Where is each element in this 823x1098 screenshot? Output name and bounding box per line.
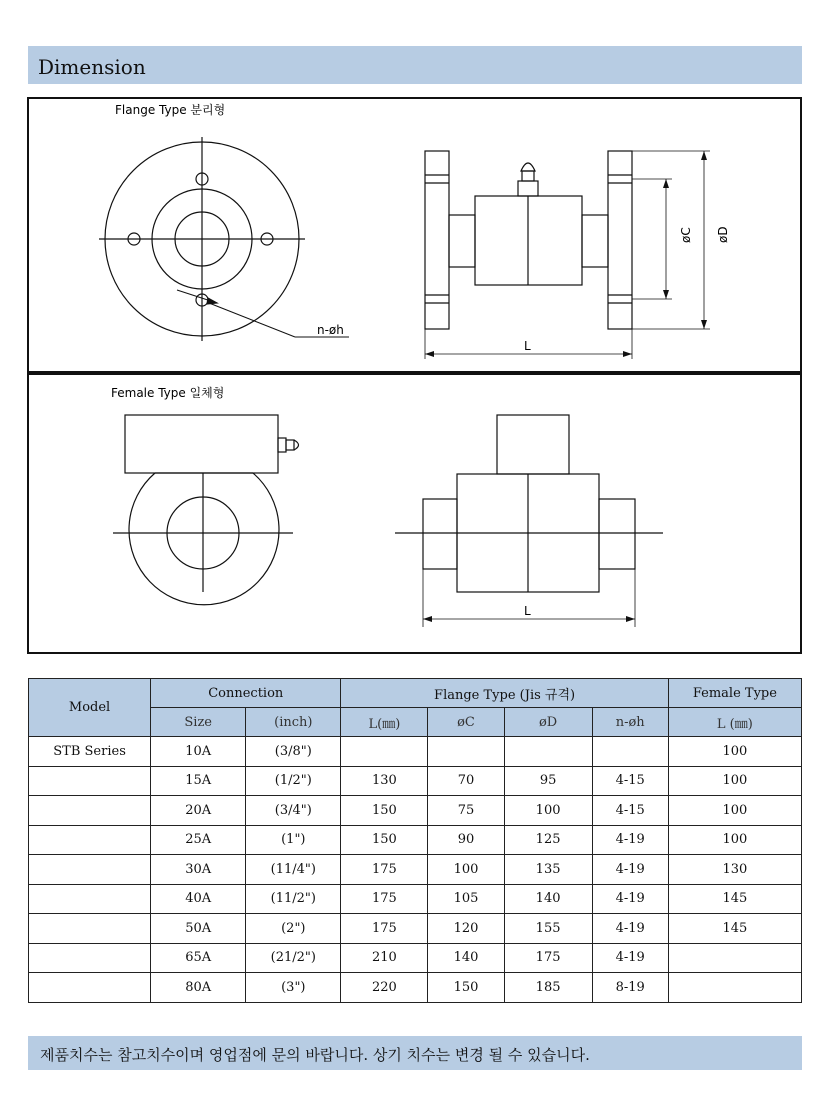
header-c: øC	[428, 708, 504, 737]
female-l-cell	[668, 973, 801, 1003]
size-cell: 80A	[151, 973, 246, 1003]
table-row	[29, 737, 802, 767]
header-female-type: Female Type	[668, 679, 801, 708]
model-cell	[29, 796, 151, 826]
section-title-bar	[28, 46, 802, 84]
size-cell: 50A	[151, 914, 246, 944]
header-female-l: L (㎜)	[668, 708, 801, 737]
flange-side-view	[425, 151, 710, 359]
dim-l-label-flange: L	[524, 339, 531, 353]
c-cell: 105	[428, 884, 504, 914]
size-cell: 40A	[151, 884, 246, 914]
model-cell	[29, 855, 151, 885]
female-l-cell: 100	[668, 796, 801, 826]
size-cell: 25A	[151, 825, 246, 855]
l-cell	[341, 737, 428, 767]
section-title: Dimension	[38, 55, 146, 79]
model-cell	[29, 766, 151, 796]
d-cell: 95	[504, 766, 592, 796]
l-cell: 210	[341, 943, 428, 973]
c-cell	[428, 737, 504, 767]
flange-type-caption: Flange Type 분리형	[115, 103, 226, 117]
c-cell: 120	[428, 914, 504, 944]
table-row	[29, 855, 802, 885]
nh-cell: 8-19	[592, 973, 668, 1003]
header-inch: (inch)	[246, 708, 341, 737]
d-cell: 125	[504, 825, 592, 855]
model-cell	[29, 914, 151, 944]
female-l-cell: 145	[668, 884, 801, 914]
table-row	[29, 884, 802, 914]
flange-front-view	[99, 137, 349, 341]
model-cell	[29, 943, 151, 973]
nh-cell	[592, 737, 668, 767]
table-row	[29, 973, 802, 1003]
size-cell: 20A	[151, 796, 246, 826]
dim-l-label-female: L	[524, 604, 531, 618]
dimension-drawing	[27, 97, 802, 655]
inch-cell: (1/2")	[246, 766, 341, 796]
header-flange-type: Flange Type (Jis 규격)	[341, 679, 668, 708]
table-row	[29, 825, 802, 855]
inch-cell: (1")	[246, 825, 341, 855]
female-side-view	[395, 415, 663, 627]
female-frame	[28, 374, 801, 653]
inch-cell: (11/2")	[246, 884, 341, 914]
footer-note: 제품치수는 참고치수이며 영업점에 문의 바랍니다. 상기 치수는 변경 될 수 있습니다.	[40, 1046, 590, 1064]
c-cell: 140	[428, 943, 504, 973]
female-l-cell: 100	[668, 825, 801, 855]
bolt-hole-label: n-øh	[317, 323, 344, 337]
female-l-cell: 130	[668, 855, 801, 885]
l-cell: 175	[341, 914, 428, 944]
model-cell	[29, 825, 151, 855]
inch-cell: (2")	[246, 914, 341, 944]
inch-cell: (3/8")	[246, 737, 341, 767]
table-row	[29, 796, 802, 826]
model-cell	[29, 973, 151, 1003]
d-cell: 155	[504, 914, 592, 944]
inch-cell: (21/2")	[246, 943, 341, 973]
table-row	[29, 943, 802, 973]
c-cell: 70	[428, 766, 504, 796]
nh-cell: 4-19	[592, 855, 668, 885]
l-cell: 150	[341, 825, 428, 855]
female-l-cell: 100	[668, 766, 801, 796]
inch-cell: (3")	[246, 973, 341, 1003]
female-l-cell: 100	[668, 737, 801, 767]
nh-cell: 4-15	[592, 796, 668, 826]
size-cell: 65A	[151, 943, 246, 973]
c-cell: 90	[428, 825, 504, 855]
size-cell: 10A	[151, 737, 246, 767]
table-body	[29, 737, 802, 1003]
l-cell: 175	[341, 855, 428, 885]
c-cell: 150	[428, 973, 504, 1003]
d-cell: 185	[504, 973, 592, 1003]
d-cell: 100	[504, 796, 592, 826]
nh-cell: 4-19	[592, 884, 668, 914]
inch-cell: (3/4")	[246, 796, 341, 826]
nh-cell: 4-15	[592, 766, 668, 796]
header-d: øD	[504, 708, 592, 737]
header-l-mm: L(㎜)	[341, 708, 428, 737]
header-size: Size	[151, 708, 246, 737]
dimension-table	[28, 678, 802, 1003]
table-row	[29, 914, 802, 944]
d-cell: 135	[504, 855, 592, 885]
female-l-cell: 145	[668, 914, 801, 944]
header-nh: n-øh	[592, 708, 668, 737]
model-cell: STB Series	[29, 737, 151, 767]
dim-d-label: øD	[716, 226, 730, 243]
d-cell: 175	[504, 943, 592, 973]
nh-cell: 4-19	[592, 825, 668, 855]
nh-cell: 4-19	[592, 943, 668, 973]
d-cell: 140	[504, 884, 592, 914]
header-connection: Connection	[151, 679, 341, 708]
header-model: Model	[29, 679, 151, 737]
female-type-caption: Female Type 일체형	[111, 386, 225, 400]
dim-c-label: øC	[679, 227, 693, 243]
l-cell: 150	[341, 796, 428, 826]
size-cell: 15A	[151, 766, 246, 796]
footer-note-bar	[28, 1036, 802, 1070]
l-cell: 220	[341, 973, 428, 1003]
size-cell: 30A	[151, 855, 246, 885]
nh-cell: 4-19	[592, 914, 668, 944]
l-cell: 130	[341, 766, 428, 796]
c-cell: 75	[428, 796, 504, 826]
l-cell: 175	[341, 884, 428, 914]
d-cell	[504, 737, 592, 767]
inch-cell: (11/4")	[246, 855, 341, 885]
female-front-view	[113, 415, 299, 605]
model-cell	[29, 884, 151, 914]
c-cell: 100	[428, 855, 504, 885]
female-l-cell	[668, 943, 801, 973]
table-row	[29, 766, 802, 796]
